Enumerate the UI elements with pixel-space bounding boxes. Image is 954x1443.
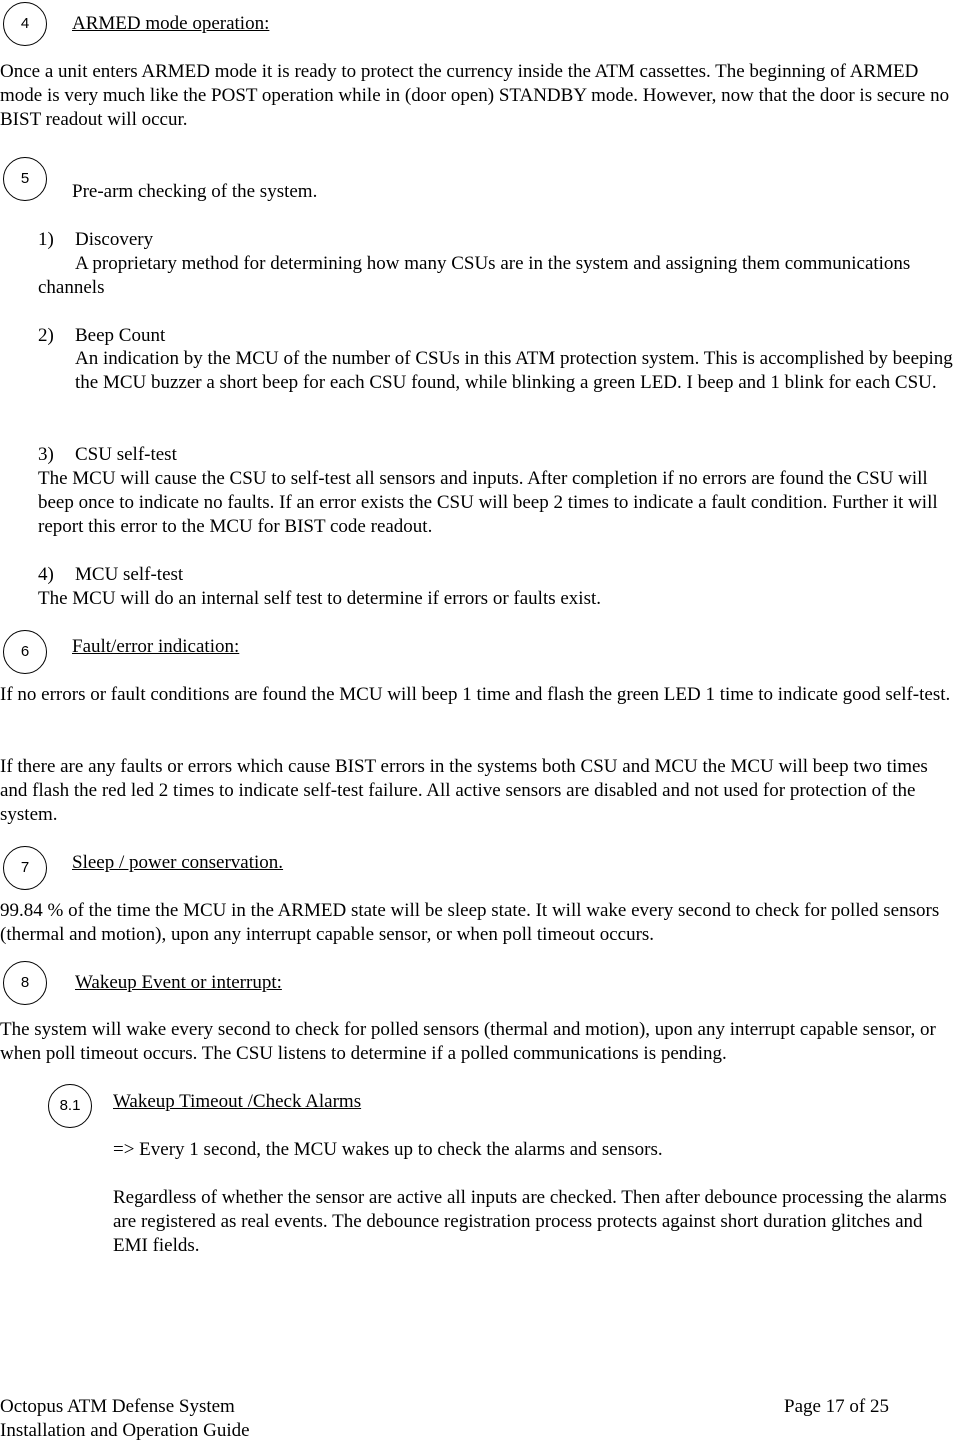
paragraph: The system will wake every second to check for polled sensors (thermal and motion), upon any interrupt capable sensor, or when poll timeout occurs. The CSU listens to determine if a polled communications is pending. xyxy=(0,1019,936,1064)
list-item-title: Beep Count xyxy=(75,325,166,346)
list-item-number: 2) xyxy=(38,325,54,346)
section-heading: Sleep / power conservation. xyxy=(72,852,284,873)
section-heading: Fault/error indication: xyxy=(72,636,240,657)
list-item-body: A proprietary method for determining how many CSUs are in the system and assigning them communications channels xyxy=(38,253,911,298)
section-number-badge: 4 xyxy=(3,2,47,46)
list-item-number: 3) xyxy=(38,444,54,465)
paragraph: Regardless of whether the sensor are active all inputs are checked. Then after debounce processing the alarms are registered as real events. The debounce registration process protects against short duration glitches and EMI fields. xyxy=(113,1187,947,1256)
list-item-number: 4) xyxy=(38,564,54,585)
paragraph: If there are any faults or errors which cause BIST errors in the systems both CSU and MCU the MCU will beep two times and flash the red led 2 times to indicate self-test failure. All active sensors are disabled and not used for protection of the system. xyxy=(0,756,928,825)
footer-subtitle: Installation and Operation Guide xyxy=(0,1420,250,1441)
section-heading: Wakeup Event or interrupt: xyxy=(75,972,282,993)
paragraph: If no errors or fault conditions are found the MCU will beep 1 time and flash the green LED 1 time to indicate good self-test. xyxy=(0,684,951,705)
list-item-title: MCU self-test xyxy=(75,564,184,585)
section-heading: Wakeup Timeout /Check Alarms xyxy=(113,1091,362,1112)
list-item-title: Discovery xyxy=(75,229,154,250)
section-number-badge: 7 xyxy=(3,846,47,890)
section-heading: Pre-arm checking of the system. xyxy=(72,181,318,202)
list-item-body: An indication by the MCU of the number of CSUs in this ATM protection system. This is accomplished by beeping the MCU buzzer a short beep for each CSU found, while blinking a green LED. I beep and 1 blink for each CSU. xyxy=(75,348,953,393)
section-heading: ARMED mode operation: xyxy=(72,13,270,34)
list-item-body: The MCU will cause the CSU to self-test all sensors and inputs. After completion if no errors are found the CSU will beep once to indicate no faults. If an error exists the CSU will beep 2 times to indicate a fault condition. Further it will report this error to the MCU for BIST code readout. xyxy=(38,468,938,537)
section-number-badge: 5 xyxy=(3,157,47,201)
paragraph: 99.84 % of the time the MCU in the ARMED state will be sleep state. It will wake every second to check for polled sensors (thermal and motion), upon any interrupt capable sensor, or when poll timeout occurs. xyxy=(0,900,940,945)
paragraph: => Every 1 second, the MCU wakes up to check the alarms and sensors. xyxy=(113,1139,663,1160)
footer-title: Octopus ATM Defense System xyxy=(0,1396,235,1417)
section-number-badge: 8.1 xyxy=(48,1084,92,1128)
section-number-badge: 6 xyxy=(3,630,47,674)
page-number: Page 17 of 25 xyxy=(784,1396,890,1417)
list-item-body: The MCU will do an internal self test to determine if errors or faults exist. xyxy=(38,588,601,609)
list-item-title: CSU self-test xyxy=(75,444,177,465)
list-item-number: 1) xyxy=(38,229,54,250)
paragraph: Once a unit enters ARMED mode it is ready to protect the currency inside the ATM cassettes. The beginning of ARMED mode is very much like the POST operation while in (door open) STANDBY mode. However, now that the door is secure no BIST readout will occur. xyxy=(0,61,950,130)
section-number-badge: 8 xyxy=(3,961,47,1005)
